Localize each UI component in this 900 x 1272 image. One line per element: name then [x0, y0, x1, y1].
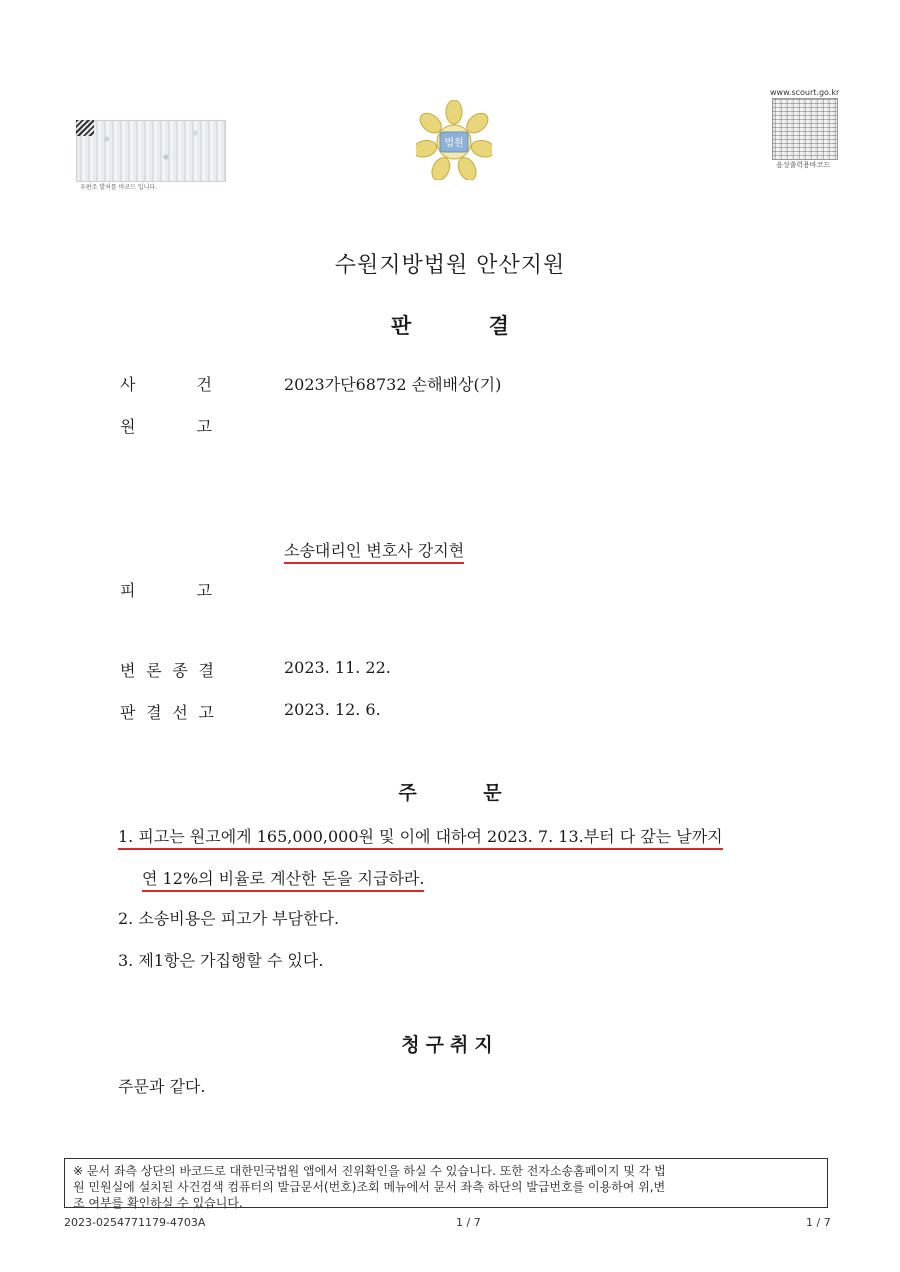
court-name: 수원지방법원 안산지원 — [334, 253, 566, 278]
closing-label: 변 론 종 결 — [120, 661, 214, 680]
voice-barcode — [772, 98, 838, 160]
judgment-label: 판 결 선 고 — [120, 703, 214, 722]
attorney-name: 소송대리인 변호사 강지현 — [284, 538, 464, 561]
authenticity-notice — [64, 1158, 828, 1208]
authenticity-barcode — [76, 120, 226, 182]
plaintiff-label: 원 고 — [120, 417, 212, 436]
case-value: 2023가단68732 손해배상(기) — [284, 375, 502, 394]
qr-url: www.scourt.go.kr — [770, 88, 840, 97]
claim-heading: 청구취지 — [401, 1034, 499, 1056]
qr-caption: 음성출력용바코드 — [776, 161, 831, 169]
order-item-2: 2. 소송비용은 피고가 부담한다. — [118, 909, 340, 928]
document-title: 판 결 — [391, 313, 509, 338]
barcode-caption: 우편조 발처를 바코드 입니다. — [80, 184, 158, 191]
judgment-date: 2023. 12. 6. — [284, 700, 381, 719]
barcode-corner-mark — [76, 120, 94, 136]
notice-line-1: ※ 문서 좌측 상단의 바코드로 대한민국법원 앱에서 진위확인을 하실 수 있습니다. 또한 전자소송홈페이지 및 각 법 — [73, 1164, 666, 1178]
order-item-3: 3. 제1항은 가집행할 수 있다. — [118, 951, 324, 970]
order-heading: 주 문 — [398, 782, 502, 804]
page-number-right: 1 / 7 — [806, 1216, 831, 1229]
issue-number: 2023-0254771179-4703A — [64, 1216, 206, 1229]
notice-line-2: 원 민원실에 설치된 사건검색 컴퓨터의 발급문서(번호)조회 메뉴에서 문서 좌측 하단의 발급번호를 이용하여 위,변 — [73, 1180, 666, 1194]
claim-text: 주문과 같다. — [118, 1077, 206, 1096]
order-item-1-cont: 연 12%의 비율로 계산한 돈을 지급하라. — [142, 866, 424, 889]
page-number-center: 1 / 7 — [456, 1216, 481, 1229]
emblem-label: 법원 — [444, 138, 464, 149]
defendant-label: 피 고 — [120, 581, 212, 600]
court-emblem — [416, 100, 492, 180]
case-label: 사 건 — [120, 375, 212, 394]
closing-date: 2023. 11. 22. — [284, 658, 391, 677]
notice-line-3: 조 여부를 확인하실 수 있습니다. — [73, 1196, 243, 1210]
order-item-1: 1. 피고는 원고에게 165,000,000원 및 이에 대하여 2023. 7. 13.부터 다 갚는 날까지 — [118, 824, 723, 847]
